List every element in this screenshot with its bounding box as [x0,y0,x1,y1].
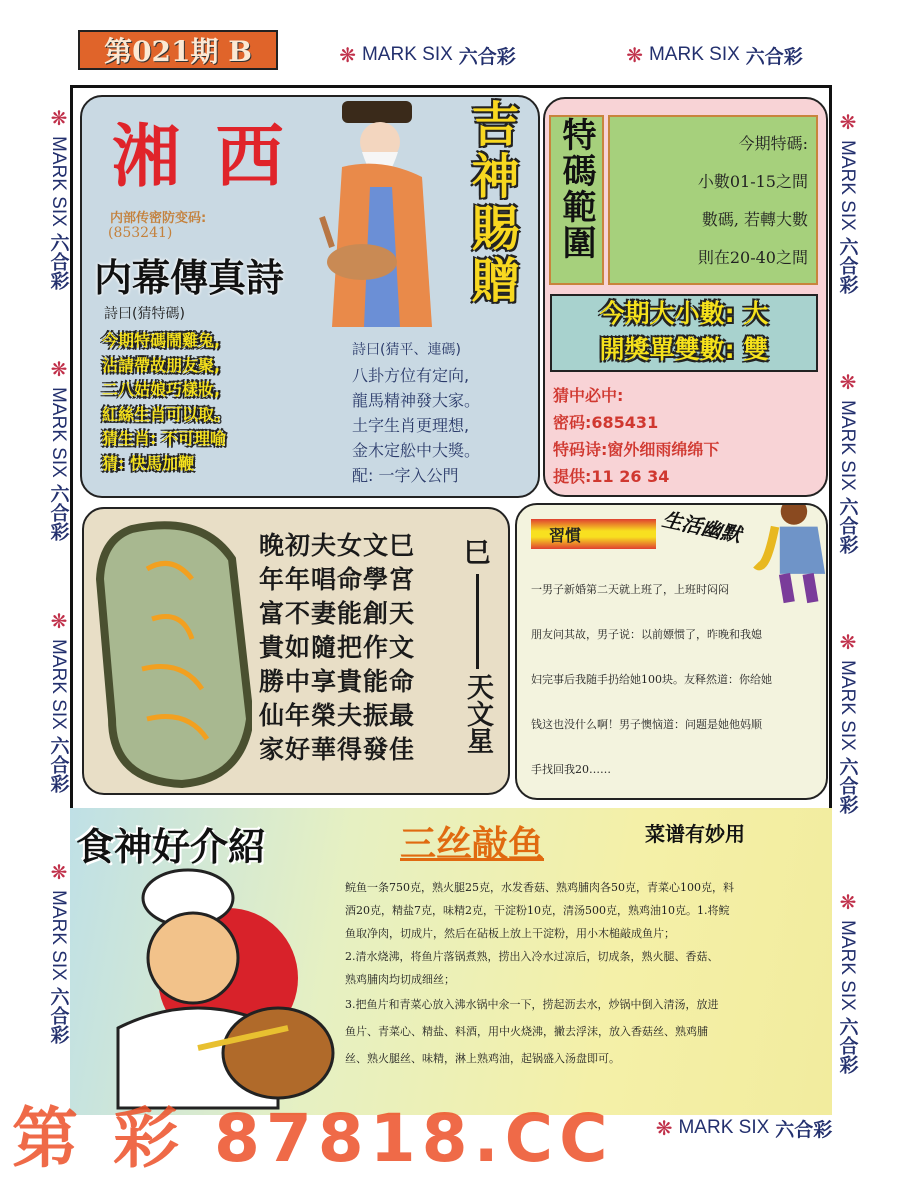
code-label: 内部传密防变码: [110,211,207,226]
border-strip-top [284,42,858,68]
parity-line: 開獎單雙數: 雙 [599,335,769,364]
range-line: 小數01-15之間 [697,172,808,191]
poem-grid-row: 仙年榮夫振最 [259,701,416,730]
poem1-line: 二八姑娘巧樣妝, [102,380,221,399]
brand-en: MARK SIX [48,135,69,227]
poem1-line: 紅絲生肖可以取。 [102,404,231,424]
stone-poem-panel [82,507,510,795]
range-side-title: 特碼範圍 [556,117,596,261]
brand-cn: 六合彩 [47,987,69,1045]
brand-cn: 六合彩 [836,756,858,814]
answer-bottom: 天文星 [462,673,493,754]
border-strip-right [834,72,860,1112]
brand-en: MARK SIX [361,44,453,65]
humor-line: 一男子新婚第二天就上班了，上班时闷闷 [531,583,729,596]
recipe-panel [70,808,832,1115]
brand-en: MARK SIX [837,400,858,491]
poem2 [352,363,480,488]
border-brand-unit [834,630,860,814]
humor-story [531,567,821,792]
flower-icon: ❋ [47,860,69,885]
humor-tag-label: 習慣 [549,526,582,545]
flower-icon: ❋ [836,110,858,135]
recipe-line: 3.把鱼片和青菜心放入沸水锅中氽一下，捞起沥去水，炒锅中倒入清汤，放进 [345,998,719,1011]
poem-grid-row: 年年唱命學宮 [259,565,416,594]
secret-code: 密码:685431 [553,413,659,432]
recipe-section-title: 食神好介紹 [76,825,267,869]
poem2-line: 土字生肖更理想, [352,416,470,435]
flower-icon: ❋ [836,890,858,915]
answer-top: 巳 [463,538,491,569]
poem1 [102,329,230,476]
poem-grid-row: 家好華得發佳 [259,735,416,764]
border-strip-bottom [630,1115,858,1141]
poem1-line: 猜生肖: 不可理喻 [102,429,226,448]
stone-tablet-illustration [92,519,252,789]
recipe-text [345,876,825,1072]
special-poem: 特码诗:窗外细雨绵绵下 [553,440,720,459]
range-side-box [549,115,604,285]
size-line: 今期大小數: 大 [599,299,769,328]
range-box [608,115,818,285]
provide-numbers: 提供:11 26 34 [553,467,670,486]
recipe-slogan: 菜谱有妙用 [645,822,745,846]
poem2-line: 金木定舩中大獎。 [352,441,481,460]
brand-cn: 六合彩 [775,1119,833,1141]
code-value: (853241) [108,225,173,241]
issue-number: 第021期 B [78,30,278,70]
blessing-text: 吉神賜贈 [463,99,519,307]
brand-en: MARK SIX [837,140,858,231]
god-figure-illustration [312,97,452,337]
border-strip-left [45,72,71,1078]
humor-panel [515,503,828,800]
recipe-line: 熟鸡脯肉均切成细丝； [345,973,455,986]
flower-icon: ❋ [47,357,69,382]
border-brand-unit [834,890,860,1074]
brand-cn: 六合彩 [47,484,69,542]
border-brand-unit [626,42,803,68]
humor-line: 妇完事后我随手扔给她100块。友释然道：你给她 [531,673,772,686]
flower-icon: ❋ [339,44,356,67]
brand-en: MARK SIX [648,44,740,65]
brand-en: MARK SIX [678,1117,770,1138]
brand-en: MARK SIX [48,638,69,730]
poem-panel [80,95,540,498]
recipe-line: 鲩鱼一条750克，熟火腿25克，水发香菇、熟鸡脯肉各50克，青菜心100克，料 [345,881,734,894]
poem-grid-row: 勝中享貴能命 [259,667,416,696]
range-line: 今期特碼: [738,134,808,153]
recipe-line: 2.清水烧沸，将鱼片落锅煮熟，捞出入冷水过凉后，切成条，熟火腿、香菇、 [345,950,719,963]
brand-en: MARK SIX [837,920,858,1011]
poem2-line: 龍馬精神發大家。 [352,391,481,410]
poem1-heading: 詩曰(猜特碼) [104,306,185,322]
border-brand-unit [656,1115,833,1141]
recipe-line: 鱼片、青菜心、精盐、料酒，用中火烧沸，撇去浮沫，放入香菇丝、熟鸡脯 [345,1025,708,1038]
brand-cn: 六合彩 [836,236,858,294]
special-number-panel [543,97,828,497]
recipe-line: 酒20克，精盐7克，味精2克，干淀粉10克，清汤500克，熟鸡油10克。1.将鲩 [345,904,730,917]
flower-icon: ❋ [626,44,643,67]
brand-cn: 六合彩 [836,1016,858,1074]
hidden-poem-grid [259,529,415,767]
border-brand-unit [834,110,860,294]
humor-line: 朋友问其故，男子说：以前嫖惯了，昨晚和我媳 [531,628,762,641]
dish-name: 三丝敲鱼 [400,824,545,865]
subtitle: 内幕傳真詩 [94,255,285,300]
brand-cn: 六合彩 [745,46,803,68]
flower-icon: ❋ [47,105,69,130]
brand-cn: 六合彩 [836,496,858,554]
border-brand-unit [834,370,860,554]
range-line: 則在20-40之間 [697,248,808,267]
poem1-line: 沾請帶故朋友聚, [102,355,221,375]
flower-icon: ❋ [47,608,69,633]
poem1-line: 猜: 快馬加鞭 [102,453,194,473]
poem-grid-row: 富不妻能創天 [259,599,416,628]
poem2-line: 八卦方位有定向, [352,366,470,385]
border-brand-unit [45,860,71,1044]
hit-info [553,382,719,490]
brand-cn: 六合彩 [47,232,69,290]
brand-cn: 六合彩 [47,735,69,793]
brand-cn: 六合彩 [458,46,516,68]
border-brand-unit [339,42,516,68]
brand-en: MARK SIX [48,387,69,479]
watermark: 第 彩 87818.CC [12,1100,614,1177]
border-brand-unit [45,357,71,541]
range-line: 數碼, 若轉大數 [701,210,808,229]
border-brand-unit [45,106,71,290]
humor-header: 生活幽默 [660,506,744,548]
poem-grid-row: 貴如隨把作文 [259,633,416,662]
poem1-line: 今期特碼鬧雞兔, [102,331,221,350]
flower-icon: ❋ [836,630,858,655]
poem-grid-row: 晚初夫女文巳 [259,531,416,560]
answer-side [462,531,492,754]
humor-tag [531,519,656,549]
poem2-heading: 詩曰(猜平、連碼) [352,342,461,358]
panel-title: 湘 西 [112,117,290,197]
recipe-line: 丝、熟火腿丝、味精，淋上熟鸡油，起锅盛入汤盘即可。 [345,1052,620,1065]
flower-icon: ❋ [836,370,858,395]
border-brand-unit [45,609,71,793]
answer-dashes [476,574,479,669]
chef-illustration [78,868,348,1113]
recipe-line: 鱼取净肉，切成片，然后在砧板上放上干淀粉，用小木槌敲成鱼片； [345,927,675,940]
humor-line: 钱这也没什么啊！男子懊恼道：问题是她他妈顺 [531,718,762,731]
flower-icon: ❋ [655,1117,673,1140]
size-parity-box [550,294,818,372]
humor-line: 手找回我20…… [531,763,611,776]
poem2-line: 配: 一字入公門 [352,466,459,485]
hit-label: 猜中必中: [553,386,624,405]
brand-en: MARK SIX [837,660,858,751]
brand-en: MARK SIX [48,890,69,982]
